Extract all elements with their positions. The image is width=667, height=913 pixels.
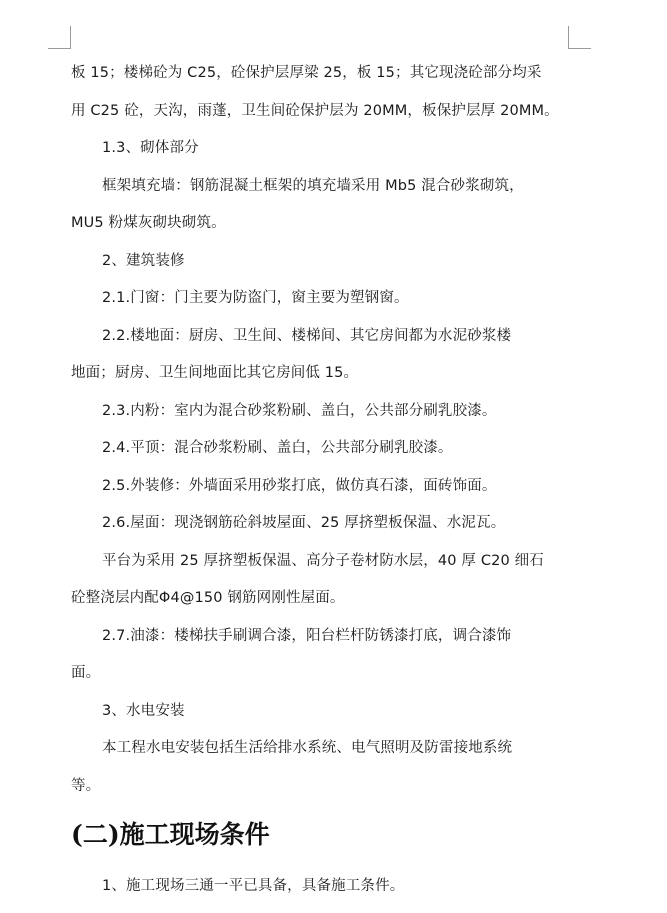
paragraph-line: 2.6.屋面：现浇钢筋砼斜坡屋面、25 厚挤塑板保温、水泥瓦。 [102, 515, 506, 531]
paragraph-line: 2.4.平顶：混合砂浆粉刷、盖白，公共部分刷乳胶漆。 [102, 440, 453, 456]
paragraph-line: 等。 [71, 777, 101, 794]
paragraph-line: 2.5.外装修：外墙面采用砂浆打底，做仿真石漆，面砖饰面。 [102, 477, 497, 494]
paragraph-line: 3、水电安装 [102, 702, 185, 719]
paragraph-line: MU5 粉煤灰砌块砌筑。 [71, 215, 226, 231]
paragraph-line: 板 15；楼梯砼为 C25，砼保护层厚梁 25，板 15；其它现浇砼部分均采 [71, 65, 542, 81]
paragraph-line: 2.7.油漆：楼梯扶手刷调合漆，阳台栏杆防锈漆打底，调合漆饰 [102, 627, 512, 644]
paragraph-line: 1、施工现场三通一平已具备，具备施工条件。 [102, 878, 405, 894]
paragraph-line: 平台为采用 25 厚挤塑板保温、高分子卷材防水层，40 厚 C20 细石 [102, 552, 544, 569]
body-text [71, 55, 589, 805]
crop-mark-top-right [568, 26, 591, 49]
paragraph-line: 砼整浇层内配Φ4@150 钢筋网刚性屋面。 [71, 590, 345, 606]
paragraph-line: 本工程水电安装包括生活给排水系统、电气照明及防雷接地系统 [102, 740, 513, 756]
paragraph-line: 2、建筑装修 [102, 252, 185, 269]
paragraph-line: 2.1.门窗：门主要为防盗门，窗主要为塑钢窗。 [102, 290, 409, 306]
crop-mark-top-left [48, 26, 71, 49]
paragraph-line: 2.3.内粉：室内为混合砂浆粉刷、盖白，公共部分刷乳胶漆。 [102, 402, 497, 419]
paragraph-line: 面。 [71, 665, 101, 681]
section-heading: (二)施工现场条件 [71, 820, 270, 849]
paragraph-line: 用 C25 砼，天沟，雨蓬，卫生间砼保护层为 20MM，板保护层厚 20MM。 [71, 102, 559, 119]
post-heading-text [71, 868, 589, 906]
paragraph-line: 地面；厨房、卫生间地面比其它房间低 15。 [71, 365, 359, 381]
paragraph-line: 2.2.楼地面：厨房、卫生间、楼梯间、其它房间都为水泥砂浆楼 [102, 327, 512, 344]
paragraph-line: 1.3、砌体部分 [102, 140, 199, 156]
paragraph-line: 框架填充墙：钢筋混凝土框架的填充墙采用 Mb5 混合砂浆砌筑， [102, 177, 524, 194]
